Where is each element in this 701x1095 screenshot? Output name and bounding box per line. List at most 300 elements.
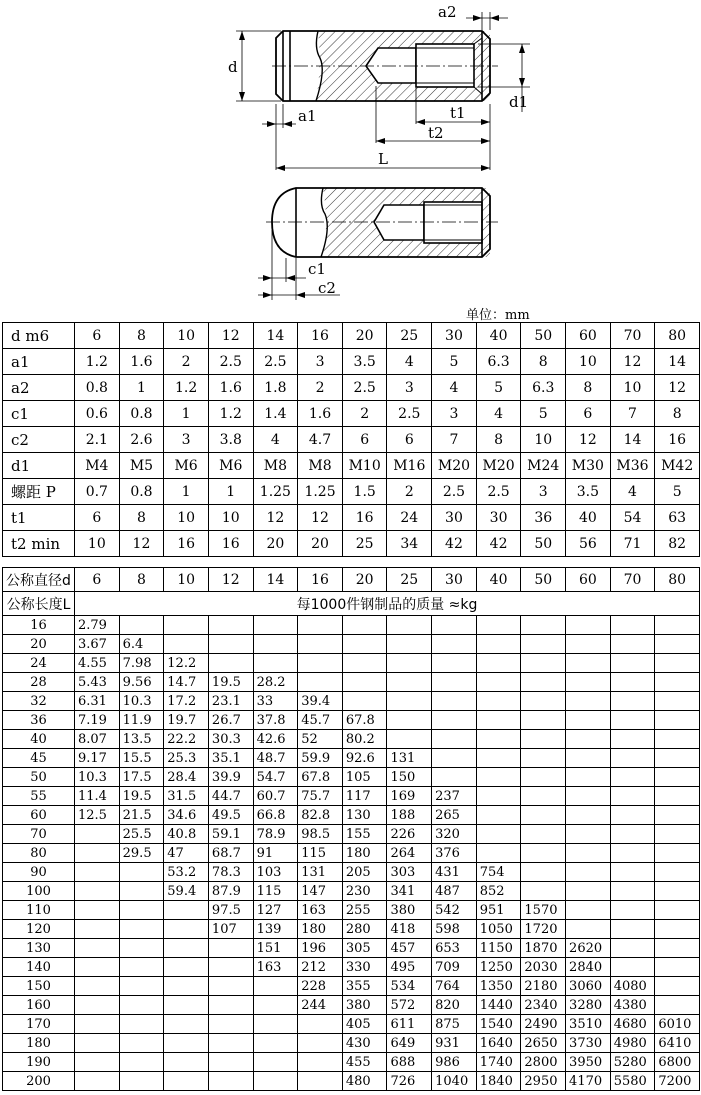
dim-row-label: a2 xyxy=(3,375,75,401)
dim-cell: 1.2 xyxy=(75,349,120,375)
mass-cell xyxy=(566,768,611,787)
mass-cell xyxy=(610,806,655,825)
mass-cell xyxy=(208,616,253,635)
dim-cell: M30 xyxy=(566,453,611,479)
mass-header-cell: 10 xyxy=(164,568,209,592)
mass-cell: 17.2 xyxy=(164,692,209,711)
mass-cell xyxy=(119,958,164,977)
mass-cell: 14.7 xyxy=(164,673,209,692)
mass-cell: 5280 xyxy=(610,1053,655,1072)
dim-cell: M36 xyxy=(610,453,655,479)
mass-cell xyxy=(521,768,566,787)
mass-cell xyxy=(119,1072,164,1091)
label-c1: c1 xyxy=(308,260,326,278)
mass-cell xyxy=(253,654,298,673)
mass-cell xyxy=(75,844,120,863)
mass-cell xyxy=(521,616,566,635)
mass-cell: 2650 xyxy=(521,1034,566,1053)
dim-cell: 1.25 xyxy=(298,479,343,505)
dim-cell: 8 xyxy=(655,401,700,427)
mass-cell: 59.4 xyxy=(164,882,209,901)
mass-cell: 6.31 xyxy=(75,692,120,711)
mass-row xyxy=(3,787,700,806)
mass-cell: 10.3 xyxy=(75,768,120,787)
mass-cell: 226 xyxy=(387,825,432,844)
mass-cell: 2490 xyxy=(521,1015,566,1034)
mass-cell: 48.7 xyxy=(253,749,298,768)
mass-row xyxy=(3,1053,700,1072)
mass-cell: 47 xyxy=(164,844,209,863)
dim-cell: 12 xyxy=(119,531,164,557)
mass-cell: 19.5 xyxy=(208,673,253,692)
mass-cell xyxy=(298,1015,343,1034)
mass-cell: 11.9 xyxy=(119,711,164,730)
mass-row xyxy=(3,1072,700,1091)
mass-cell: 10.3 xyxy=(119,692,164,711)
mass-cell: 39.9 xyxy=(208,768,253,787)
dim-cell: 1.2 xyxy=(164,375,209,401)
mass-cell xyxy=(164,1053,209,1072)
mass-cell xyxy=(387,711,432,730)
label-L: L xyxy=(378,150,388,168)
dim-cell: 63 xyxy=(655,505,700,531)
mass-cell: 430 xyxy=(342,1034,387,1053)
mass-header-cell: 70 xyxy=(610,568,655,592)
mass-cell: 265 xyxy=(432,806,477,825)
mass-cell: 54.7 xyxy=(253,768,298,787)
mass-cell xyxy=(566,863,611,882)
mass-cell xyxy=(253,616,298,635)
dim-cell: 82 xyxy=(655,531,700,557)
mass-caption: 每1000件钢制品的质量 ≈kg xyxy=(75,592,700,616)
mass-cell xyxy=(164,616,209,635)
dim-row-label: 螺距 P xyxy=(3,479,75,505)
mass-cell xyxy=(476,635,521,654)
mass-cell: 87.9 xyxy=(208,882,253,901)
mass-length-cell: 170 xyxy=(3,1015,75,1034)
mass-cell xyxy=(119,1053,164,1072)
mass-cell xyxy=(655,654,700,673)
mass-cell: 147 xyxy=(298,882,343,901)
mass-cell: 2840 xyxy=(566,958,611,977)
mass-cell xyxy=(164,939,209,958)
mass-cell xyxy=(253,996,298,1015)
dim-cell: 3 xyxy=(298,349,343,375)
mass-cell xyxy=(387,654,432,673)
mass-cell: 303 xyxy=(387,863,432,882)
mass-cell xyxy=(75,1034,120,1053)
mass-cell xyxy=(164,920,209,939)
mass-cell: 5.43 xyxy=(75,673,120,692)
dim-row-label: t2 min xyxy=(3,531,75,557)
dim-header-cell: 16 xyxy=(298,323,343,349)
dim-cell: 2.5 xyxy=(432,479,477,505)
mass-cell xyxy=(476,711,521,730)
mass-row xyxy=(3,1015,700,1034)
mass-cell: 75.7 xyxy=(298,787,343,806)
mass-cell xyxy=(610,825,655,844)
mass-cell: 205 xyxy=(342,863,387,882)
mass-cell xyxy=(208,635,253,654)
mass-cell: 986 xyxy=(432,1053,477,1072)
label-a1: a1 xyxy=(298,107,317,125)
mass-cell: 107 xyxy=(208,920,253,939)
mass-cell: 1540 xyxy=(476,1015,521,1034)
dim-header-row xyxy=(3,323,700,349)
mass-cell: 169 xyxy=(387,787,432,806)
dim-cell: 2 xyxy=(342,401,387,427)
mass-cell: 4080 xyxy=(610,977,655,996)
mass-cell: 11.4 xyxy=(75,787,120,806)
mass-cell: 572 xyxy=(387,996,432,1015)
mass-cell: 1040 xyxy=(432,1072,477,1091)
mass-cell xyxy=(75,1072,120,1091)
mass-cell xyxy=(164,901,209,920)
mass-cell: 754 xyxy=(476,863,521,882)
mass-cell: 59.1 xyxy=(208,825,253,844)
mass-cell xyxy=(75,920,120,939)
mass-cell: 9.17 xyxy=(75,749,120,768)
mass-length-cell: 200 xyxy=(3,1072,75,1091)
mass-cell xyxy=(208,1072,253,1091)
mass-cell xyxy=(521,787,566,806)
mass-cell xyxy=(655,825,700,844)
mass-cell: 45.7 xyxy=(298,711,343,730)
dim-cell: 1.6 xyxy=(119,349,164,375)
mass-cell: 9.56 xyxy=(119,673,164,692)
mass-cell xyxy=(566,844,611,863)
mass-cell: 12.5 xyxy=(75,806,120,825)
mass-row xyxy=(3,977,700,996)
mass-cell xyxy=(476,692,521,711)
mass-cell: 320 xyxy=(432,825,477,844)
mass-header-cell: 6 xyxy=(75,568,120,592)
mass-header-label: 公称直径d xyxy=(3,568,75,592)
dim-cell: 12 xyxy=(655,375,700,401)
mass-row xyxy=(3,692,700,711)
mass-cell: 7.19 xyxy=(75,711,120,730)
mass-cell xyxy=(253,1034,298,1053)
dim-cell: M6 xyxy=(208,453,253,479)
mass-cell: 255 xyxy=(342,901,387,920)
mass-cell xyxy=(253,1072,298,1091)
mass-cell xyxy=(75,977,120,996)
mass-cell: 2.79 xyxy=(75,616,120,635)
mass-cell xyxy=(566,901,611,920)
dim-header-cell: 80 xyxy=(655,323,700,349)
mass-cell: 4.55 xyxy=(75,654,120,673)
dim-cell: 4 xyxy=(476,401,521,427)
mass-cell xyxy=(164,1015,209,1034)
mass-cell: 380 xyxy=(387,901,432,920)
mass-row xyxy=(3,673,700,692)
dim-row xyxy=(3,453,700,479)
mass-cell xyxy=(387,673,432,692)
mass-cell xyxy=(566,654,611,673)
mass-cell: 78.3 xyxy=(208,863,253,882)
mass-length-cell: 70 xyxy=(3,825,75,844)
mass-cell: 91 xyxy=(253,844,298,863)
mass-cell xyxy=(119,996,164,1015)
dim-cell: 16 xyxy=(342,505,387,531)
mass-cell: 1720 xyxy=(521,920,566,939)
mass-row xyxy=(3,806,700,825)
mass-cell: 380 xyxy=(342,996,387,1015)
mass-cell xyxy=(75,939,120,958)
mass-cell xyxy=(298,1072,343,1091)
mass-cell: 21.5 xyxy=(119,806,164,825)
mass-cell: 237 xyxy=(432,787,477,806)
mass-cell xyxy=(476,654,521,673)
mass-header-cell: 30 xyxy=(432,568,477,592)
dim-cell: 8 xyxy=(521,349,566,375)
dim-cell: 16 xyxy=(164,531,209,557)
mass-cell xyxy=(432,768,477,787)
label-c2: c2 xyxy=(318,279,336,297)
mass-cell xyxy=(387,692,432,711)
dim-cell: 42 xyxy=(476,531,521,557)
dim-cell: 1 xyxy=(119,375,164,401)
mass-cell: 92.6 xyxy=(342,749,387,768)
mass-cell: 3730 xyxy=(566,1034,611,1053)
dim-cell: 36 xyxy=(521,505,566,531)
dim-cell: 2.5 xyxy=(387,401,432,427)
mass-cell xyxy=(521,673,566,692)
mass-cell: 598 xyxy=(432,920,477,939)
dim-cell: 6 xyxy=(342,427,387,453)
mass-cell xyxy=(610,882,655,901)
dim-cell: 6 xyxy=(387,427,432,453)
mass-cell xyxy=(655,787,700,806)
dim-cell: 2.6 xyxy=(119,427,164,453)
dim-cell: 50 xyxy=(521,531,566,557)
mass-length-cell: 100 xyxy=(3,882,75,901)
mass-cell: 1440 xyxy=(476,996,521,1015)
mass-cell xyxy=(75,958,120,977)
mass-cell: 13.5 xyxy=(119,730,164,749)
mass-cell: 59.9 xyxy=(298,749,343,768)
mass-cell: 534 xyxy=(387,977,432,996)
dim-cell: 16 xyxy=(655,427,700,453)
dim-cell: 10 xyxy=(521,427,566,453)
dim-cell: 3.5 xyxy=(566,479,611,505)
dim-cell: M8 xyxy=(253,453,298,479)
dim-cell: M20 xyxy=(476,453,521,479)
mass-cell xyxy=(208,996,253,1015)
mass-cell xyxy=(119,1034,164,1053)
mass-cell: 1840 xyxy=(476,1072,521,1091)
mass-length-cell: 80 xyxy=(3,844,75,863)
mass-cell: 649 xyxy=(387,1034,432,1053)
mass-cell xyxy=(476,787,521,806)
dim-row-label: c2 xyxy=(3,427,75,453)
dim-cell: 2 xyxy=(298,375,343,401)
dim-cell: 16 xyxy=(208,531,253,557)
mass-cell xyxy=(610,616,655,635)
mass-cell: 495 xyxy=(387,958,432,977)
dim-cell: M10 xyxy=(342,453,387,479)
mass-row xyxy=(3,920,700,939)
mass-cell: 78.9 xyxy=(253,825,298,844)
dim-cell: 2.5 xyxy=(476,479,521,505)
dim-cell: 6.3 xyxy=(521,375,566,401)
mass-cell: 852 xyxy=(476,882,521,901)
mass-cell: 42.6 xyxy=(253,730,298,749)
mass-cell: 1870 xyxy=(521,939,566,958)
mass-cell: 155 xyxy=(342,825,387,844)
mass-cell xyxy=(610,901,655,920)
dim-cell: 10 xyxy=(208,505,253,531)
mass-cell xyxy=(655,939,700,958)
dim-cell: 1 xyxy=(208,479,253,505)
mass-cell xyxy=(387,616,432,635)
mass-length-cell: 160 xyxy=(3,996,75,1015)
mass-cell: 131 xyxy=(298,863,343,882)
mass-cell: 180 xyxy=(342,844,387,863)
mass-cell: 52 xyxy=(298,730,343,749)
dim-cell: 7 xyxy=(610,401,655,427)
mass-cell xyxy=(521,730,566,749)
mass-cell: 49.5 xyxy=(208,806,253,825)
mass-cell xyxy=(119,616,164,635)
mass-cell: 726 xyxy=(387,1072,432,1091)
dim-row xyxy=(3,349,700,375)
dim-cell: 71 xyxy=(610,531,655,557)
mass-cell: 60.7 xyxy=(253,787,298,806)
mass-cell xyxy=(521,882,566,901)
mass-cell xyxy=(566,616,611,635)
mass-cell xyxy=(655,882,700,901)
mass-cell: 228 xyxy=(298,977,343,996)
mass-cell xyxy=(655,749,700,768)
mass-cell xyxy=(342,616,387,635)
dim-cell: 25 xyxy=(342,531,387,557)
mass-cell xyxy=(432,654,477,673)
mass-header-cell: 14 xyxy=(253,568,298,592)
mass-cell: 7200 xyxy=(655,1072,700,1091)
mass-cell: 30.3 xyxy=(208,730,253,749)
mass-cell: 37.8 xyxy=(253,711,298,730)
mass-cell: 1050 xyxy=(476,920,521,939)
dim-cell: 5 xyxy=(432,349,477,375)
mass-cell: 2800 xyxy=(521,1053,566,1072)
mass-cell: 29.5 xyxy=(119,844,164,863)
mass-header-cell: 80 xyxy=(655,568,700,592)
dim-cell: 10 xyxy=(610,375,655,401)
mass-cell xyxy=(566,882,611,901)
dim-cell: 1.6 xyxy=(298,401,343,427)
dim-cell: 30 xyxy=(476,505,521,531)
mass-cell: 3.67 xyxy=(75,635,120,654)
mass-header-row xyxy=(3,568,700,592)
mass-cell xyxy=(298,1053,343,1072)
dim-cell: M6 xyxy=(164,453,209,479)
mass-cell xyxy=(655,616,700,635)
dim-cell: 56 xyxy=(566,531,611,557)
dim-cell: 0.8 xyxy=(119,401,164,427)
dim-cell: 1.6 xyxy=(208,375,253,401)
mass-cell xyxy=(476,768,521,787)
mass-cell xyxy=(387,730,432,749)
mass-length-cell: 45 xyxy=(3,749,75,768)
mass-cell xyxy=(566,692,611,711)
mass-cell: 67.8 xyxy=(342,711,387,730)
dim-cell: 8 xyxy=(566,375,611,401)
mass-cell: 264 xyxy=(387,844,432,863)
dim-row xyxy=(3,427,700,453)
mass-cell xyxy=(75,901,120,920)
mass-cell xyxy=(164,635,209,654)
dim-cell: 5 xyxy=(476,375,521,401)
mass-cell: 97.5 xyxy=(208,901,253,920)
mass-cell: 139 xyxy=(253,920,298,939)
mass-cell xyxy=(566,711,611,730)
mass-cell: 40.8 xyxy=(164,825,209,844)
mass-length-cell: 32 xyxy=(3,692,75,711)
mass-cell: 7.98 xyxy=(119,654,164,673)
mass-cell xyxy=(521,711,566,730)
mass-cell xyxy=(119,901,164,920)
mass-cell xyxy=(655,844,700,863)
mass-row xyxy=(3,939,700,958)
mass-cell xyxy=(655,958,700,977)
mass-length-label: 公称长度L xyxy=(3,592,75,616)
mass-cell: 150 xyxy=(387,768,432,787)
dim-cell: M5 xyxy=(119,453,164,479)
dim-cell: 3.8 xyxy=(208,427,253,453)
mass-cell: 2180 xyxy=(521,977,566,996)
dim-cell: 8 xyxy=(119,505,164,531)
mass-cell: 3060 xyxy=(566,977,611,996)
dim-cell: 1.2 xyxy=(208,401,253,427)
label-d: d xyxy=(228,58,238,76)
dim-cell: 1.8 xyxy=(253,375,298,401)
dim-cell: 5 xyxy=(521,401,566,427)
dim-cell: 8 xyxy=(476,427,521,453)
dim-cell: 0.6 xyxy=(75,401,120,427)
mass-length-cell: 28 xyxy=(3,673,75,692)
dim-cell: 42 xyxy=(432,531,477,557)
label-t1: t1 xyxy=(450,104,466,122)
mass-cell xyxy=(566,635,611,654)
mass-cell: 31.5 xyxy=(164,787,209,806)
label-d1: d1 xyxy=(509,93,529,111)
mass-cell xyxy=(610,844,655,863)
dim-cell: 10 xyxy=(164,505,209,531)
mass-cell: 26.7 xyxy=(208,711,253,730)
mass-row xyxy=(3,711,700,730)
mass-cell xyxy=(610,958,655,977)
mass-cell: 455 xyxy=(342,1053,387,1072)
mass-cell: 431 xyxy=(432,863,477,882)
dim-header-cell: 40 xyxy=(476,323,521,349)
dim-cell: 6 xyxy=(566,401,611,427)
mass-header-cell: 50 xyxy=(521,568,566,592)
dim-cell: 12 xyxy=(298,505,343,531)
mass-cell: 280 xyxy=(342,920,387,939)
mass-cell xyxy=(610,654,655,673)
mass-cell: 875 xyxy=(432,1015,477,1034)
mass-cell: 4680 xyxy=(610,1015,655,1034)
mass-cell: 376 xyxy=(432,844,477,863)
mass-cell xyxy=(342,692,387,711)
dim-cell: 12 xyxy=(610,349,655,375)
mass-row xyxy=(3,768,700,787)
dim-header-cell: 6 xyxy=(75,323,120,349)
dim-cell: 7 xyxy=(432,427,477,453)
mass-length-cell: 110 xyxy=(3,901,75,920)
mass-cell xyxy=(566,825,611,844)
